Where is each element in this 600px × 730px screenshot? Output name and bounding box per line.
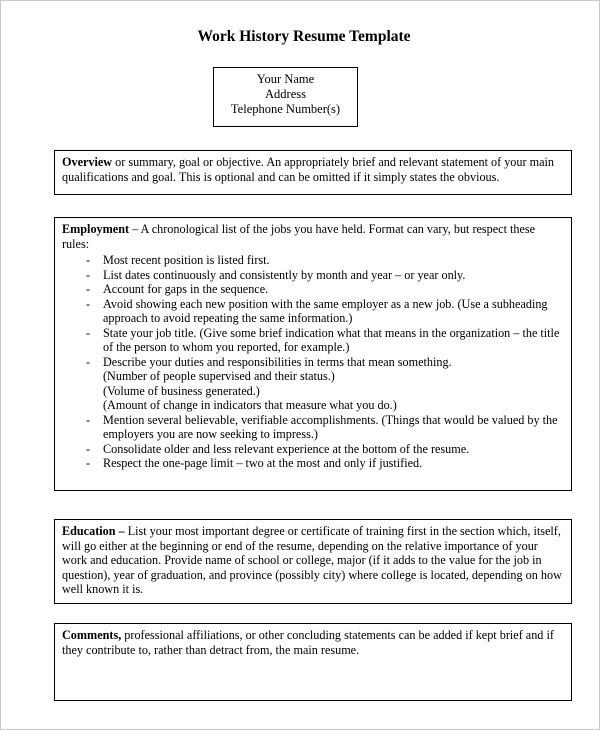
contact-address: Address [265,87,306,101]
bullet-dash: - [86,253,91,267]
education-heading: Education – [62,524,125,538]
list-item [62,456,563,471]
list-item [62,282,563,297]
list-item-text: Respect the one-page limit – two at the most and only if justified. [103,456,423,470]
contact-name: Your Name [256,72,315,86]
comments-section [54,623,572,701]
list-item [62,297,563,326]
comments-text: professional affiliations, or other concluding statements can be added if kept brief and if they contribute to, rather than detract from, the main resume. [62,628,554,657]
list-item [62,355,563,413]
list-item-text: Consolidate older and less relevant experience at the bottom of the resume. [103,441,470,456]
bullet-dash: - [86,296,91,311]
overview-section [54,150,572,195]
comments-heading: Comments, [62,628,122,642]
list-item-text: State your job title. (Give some brief indication what that means in the organization – the title of the person to whom you reported, for example.) [103,325,560,354]
contact-phone: Telephone Number(s) [230,102,341,116]
bullet-dash: - [86,267,91,282]
bullet-dash: - [86,456,91,470]
bullet-dash: - [86,282,91,296]
list-item [62,442,563,457]
overview-heading: Overview [62,155,113,169]
list-item [62,326,563,355]
bullet-dash: - [86,412,91,427]
list-item [62,413,563,442]
list-item [62,268,563,283]
employment-section [54,217,572,491]
list-item-text: (Volume of business generated.) [103,383,260,398]
contact-box [213,67,358,127]
education-text: List your most important degree or certificate of training first in the section which, itself, will go either at the beginning or end of the resume, depending on the relative importance of your work and education. Provide name of school or college, major (if it adds to the value for the job in question), year of graduation, and province (possibly city) where college is located, depending on how well known it is. [62,524,562,596]
list-item-text: (Number of people supervised and their status.) [103,369,335,383]
list-item-text: Account for gaps in the sequence. [103,282,269,296]
list-item-text: Mention several believable, verifiable accomplishments. (Things that would be valued by the employers you are now seeking to impress.) [103,412,558,441]
employment-rules-list [62,253,563,471]
list-item-text: Most recent position is listed first. [103,253,270,267]
employment-intro: – A chronological list of the jobs you have held. Format can vary, but respect these rules: [62,222,536,251]
education-section [54,519,572,604]
document-title: Work History Resume Template [197,28,411,45]
list-item [62,253,563,268]
employment-heading: Employment [62,222,130,236]
list-item-text: Avoid showing each new position with the same employer as a new job. (Use a subheading approach to avoid repeating the same information.) [103,296,548,325]
list-item-text: List dates continuously and consistently by month and year – or year only. [103,267,466,282]
bullet-dash: - [86,325,91,340]
list-item-text: Describe your duties and responsibilities in terms that mean something. [103,354,452,369]
overview-text: or summary, goal or objective. An appropriately brief and relevant statement of your main qualifications and goal. This is optional and can be omitted if it simply states the obvious. [62,155,554,184]
bullet-dash: - [86,354,91,369]
list-item-text: (Amount of change in indicators that measure what you do.) [103,398,397,412]
bullet-dash: - [86,441,91,456]
